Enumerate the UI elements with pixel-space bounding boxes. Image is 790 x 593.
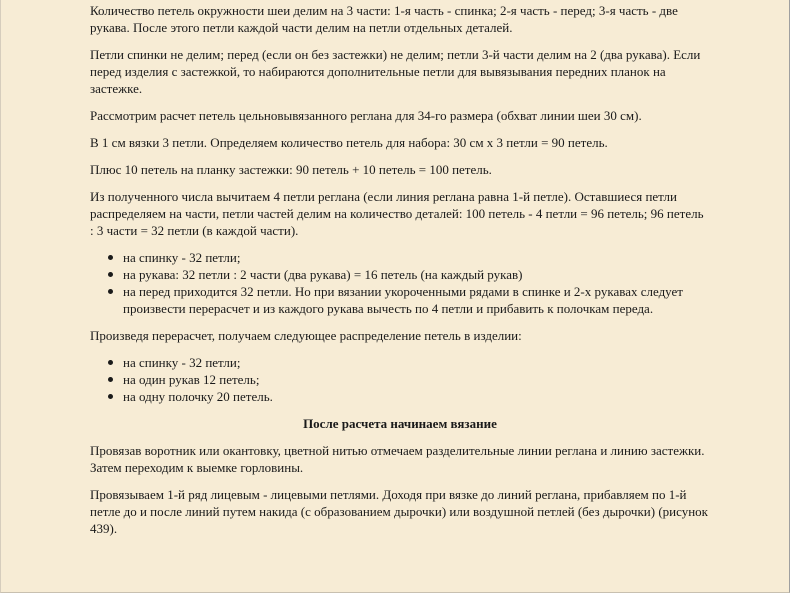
paragraph-back-front-sleeves: Петли спинки не делим; перед (если он без застежки) не делим; петли 3-й части делим на 2 (два рукава). Если перед изделия с застежкой, то набираются дополнительные петли для вывязывания передних планок на застежке. [90,47,701,96]
paragraph-neck-division: Количество петель окружности шеи делим на 3 части: 1-я часть - спинка; 2-я часть - перед; 3-я часть - две рукава. После этого петли каждой части делим на петли отдельных деталей. [90,3,678,35]
distribution-list-initial [90,249,710,317]
article-body [90,2,710,547]
list-item: на спинку - 32 петли; [123,249,710,266]
paragraph-stitches-per-cm: В 1 см вязки 3 петли. Определяем количество петель для набора: 30 см х 3 петли = 90 петель. [90,135,608,150]
section-heading: После расчета начинаем вязание [303,416,497,431]
paragraph-collar: Провязав воротник или окантовку, цветной нитью отмечаем разделительные линии реглана и линию застежки. Затем переходим к выемке горловины. [90,443,705,475]
list-item: на один рукав 12 петель; [123,371,710,388]
paragraph-first-row: Провязываем 1-й ряд лицевым - лицевыми петлями. Доходя при вязке до линий реглана, прибавляем по 1-й петле до и после линий путем накида (с образованием дырочки) или воздушной петлей (без дырочки) (рисунок 439). [90,487,708,536]
list-item: на рукава: 32 петли : 2 части (два рукава) = 16 петель (на каждый рукав) [123,266,710,283]
paragraph-placket: Плюс 10 петель на планку застежки: 90 петель + 10 петель = 100 петель. [90,162,492,177]
paragraph-subtract-raglan: Из полученного числа вычитаем 4 петли реглана (если линия реглана равна 1-й петле). Оставшиеся петли распределяем на части, петли частей делим на количество деталей: 100 петель - 4 петли = 96 петель; 96 петель : 3 части = 32 петли (в каждой части). [90,189,704,238]
list-item: на одну полочку 20 петель. [123,388,710,405]
distribution-list-final [90,354,710,405]
list-item: на спинку - 32 петли; [123,354,710,371]
paragraph-recalculation: Произведя перерасчет, получаем следующее распределение петель в изделии: [90,328,522,343]
list-item: на перед приходится 32 петли. Но при вязании укороченными рядами в спинке и 2-х рукавах следует произвести перерасчет и из каждого рукава вычесть по 4 петли и прибавить к полочкам переда. [123,283,710,317]
paragraph-raglan-size-34: Рассмотрим расчет петель цельновывязанного реглана для 34-го размера (обхват линии шеи 30 см). [90,108,642,123]
